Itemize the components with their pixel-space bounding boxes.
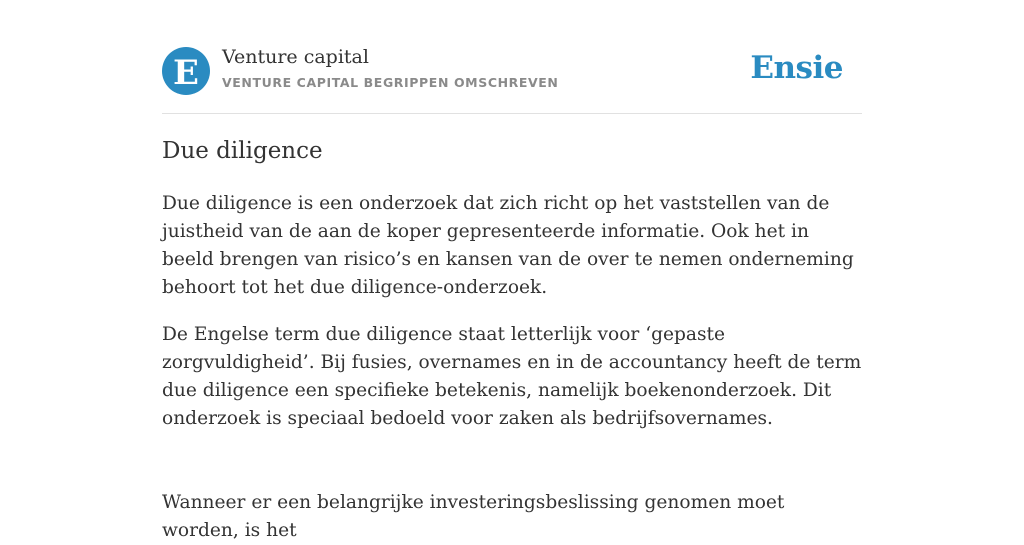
article-title: Due diligence — [162, 138, 323, 164]
logo-letter: E — [173, 53, 199, 93]
article-paragraph: De Engelse term due diligence staat letterlijk voor ‘gepaste zorgvuldigheid’. Bij fusies, overnames en in de accountancy heeft de term due diligence een specifieke betekenis, namelijk boekenonderzoek. Dit onderzoek is speciaal bedoeld voor zaken als bedrijfsovernames. — [162, 324, 862, 429]
brand-logo[interactable]: Ensie — [750, 50, 843, 86]
logo-letter-icon — [162, 47, 210, 95]
article-paragraph: Due diligence is een onderzoek dat zich richt op het vaststellen van de juistheid van de aan de koper gepresenteerde informatie. Ook het in beeld brengen van risico’s en kansen van de over te nemen onderneming behoort tot het due diligence-onderzoek. — [162, 193, 854, 298]
page — [162, 0, 862, 541]
article-paragraph: Wanneer er een belangrijke investeringsbeslissing genomen moet worden, is het — [162, 492, 785, 541]
site-logo-icon[interactable] — [162, 47, 210, 95]
site-header — [162, 0, 862, 114]
site-title[interactable]: Venture capital — [222, 46, 369, 68]
site-subtitle: VENTURE CAPITAL BEGRIPPEN OMSCHREVEN — [222, 75, 559, 90]
